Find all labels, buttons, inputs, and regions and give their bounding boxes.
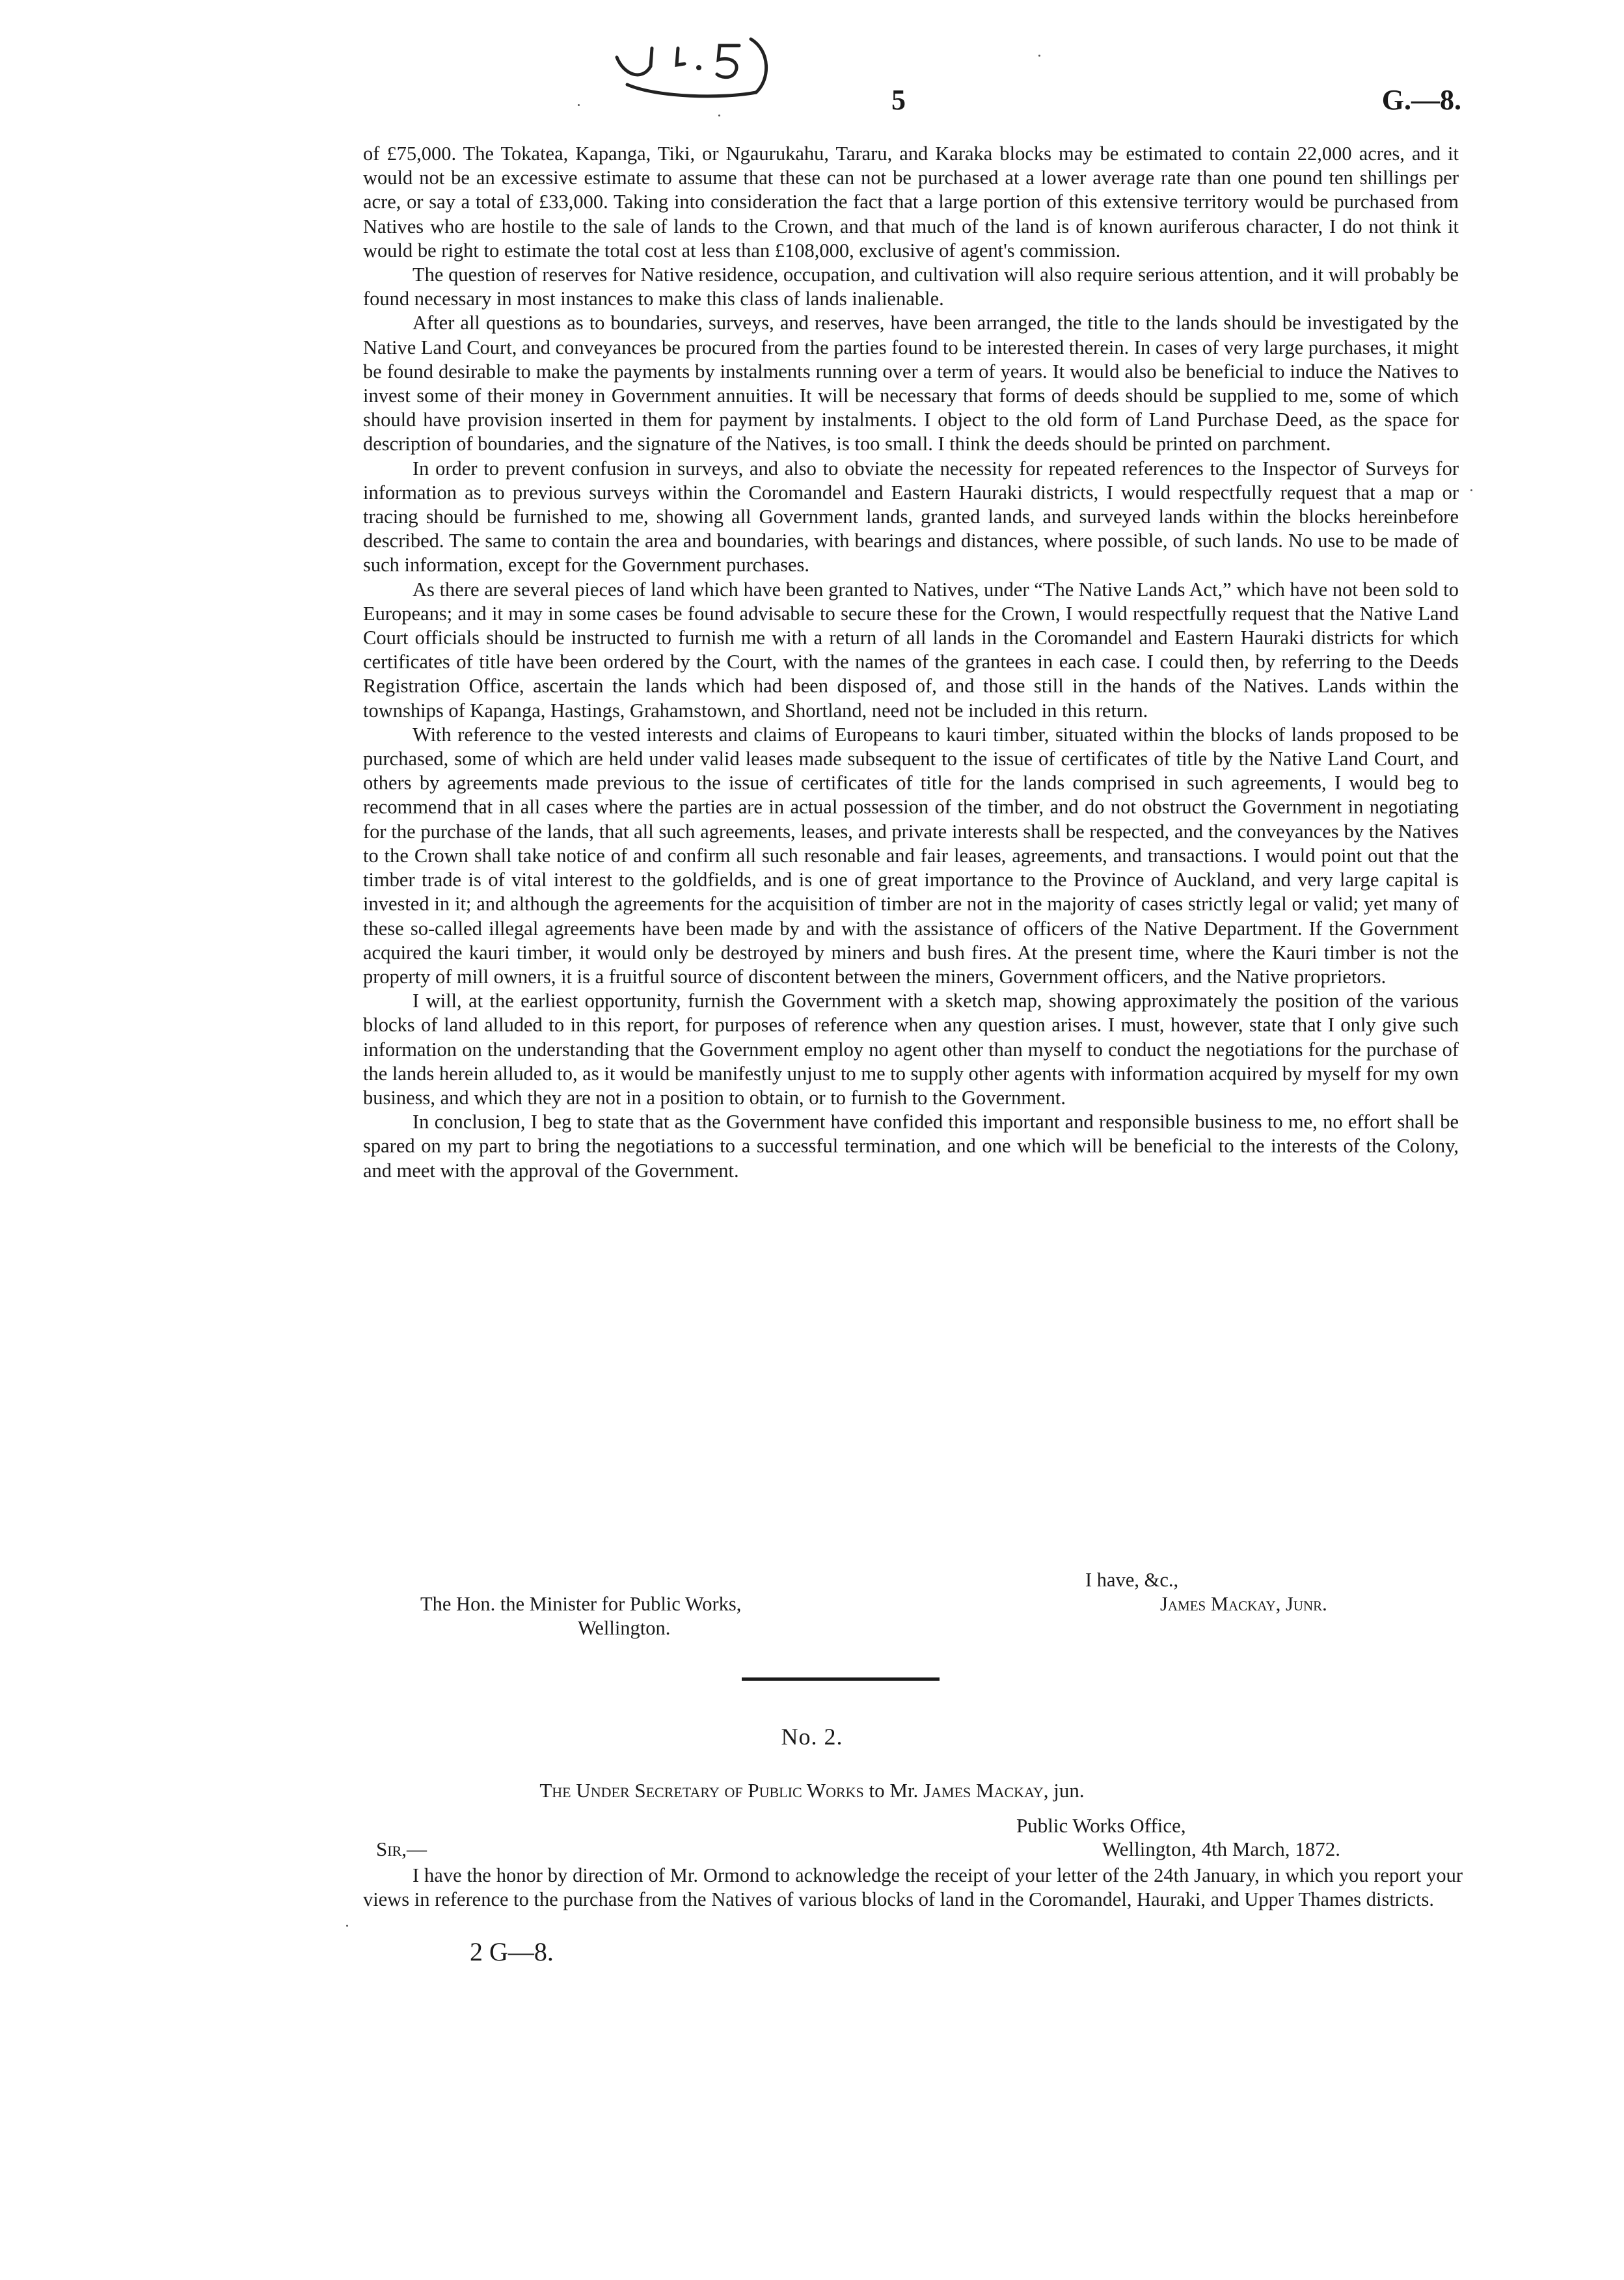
scan-speck [578, 104, 580, 106]
paragraph: With reference to the vested interests and claims of Europeans to kauri timber, situated within the blocks of lands proposed to be purchased, some of which are held under valid leases made subsequent to the issue of certificates of title by the Native Land Court, and others by agreements made previous to the issue of certificates of title for the lands comprised in such agreements, I would beg to recommend that in all cases where the parties are in actual possession of the timber, and do not obstruct the Government in negotiating for the purchase of the lands, that all such agreements, leases, and private interests shall be respected, and the conveyances by the Natives to the Crown shall take notice of and confirm all such resonable and fair leases, agreements, and transactions. I would point out that the timber trade is of vital interest to the goldfields, and is one of great importance to the Province of Auckland, and very large capital is invested in it; and although the agreements for the acquisition of timber are not in the majority of cases strictly legal or valid; yet many of these so-called illegal agreements have been made by and with the assistance of officers of the Native Department. If the Government acquired the kauri timber, it would only be destroyed by miners and bush fires. At the present time, where the Kauri timber is not the property of mill owners, it is a fruitful source of discontent between the miners, Government officers, and the Native proprietors. [363, 723, 1459, 988]
document-reference: G.—8. [1381, 84, 1461, 116]
handwritten-annotation [612, 31, 787, 103]
paragraph: After all questions as to boundaries, surveys, and reserves, have been arranged, the title to the lands should be investigated by the Native Land Court, and conveyances be procured from the parties found to be interested therein. In cases of very large purchases, it might be found desirable to make the payments by instalments running over a term of years. It would also be beneficial to induce the Natives to invest some of their money in Government annuities. It will be necessary that forms of deeds should be supplied to me, some of which should have provision inserted in them for payment by instalments. I object to the old form of Land Purchase Deed, as the space for description of boundaries, and the signature of the Natives, is too small. I think the deeds should be printed on parchment. [363, 312, 1459, 455]
heading-sender: The Under Secretary of Public Works [539, 1779, 864, 1802]
letter-number: No. 2. [781, 1724, 843, 1750]
paragraph: I will, at the earliest opportunity, furnish the Government with a sketch map, showing approximately the position of the various blocks of land alluded to in this report, for purposes of reference when any question arises. I must, however, state that I only give such information on the understanding that the Government employ no agent other than myself to conduct the negotiations for the purchase of the lands herein alluded to, as it would be manifestly unjust to me to supply other agents with information acquired by myself for my own business, and which they are not in a position to obtain, or to furnish to the Government. [363, 990, 1459, 1109]
office-address-line-1: Public Works Office, [1016, 1814, 1186, 1837]
office-address-date: Wellington, 4th March, 1872. [1102, 1838, 1341, 1860]
scan-speck [718, 115, 720, 116]
salutation: Sir,— [376, 1838, 427, 1860]
letter-2-body: I have the honor by direction of Mr. Ormond to acknowledge the receipt of your letter of the 24th January, in which you report your views in reference to the purchase from the Natives of various blocks of land in the Coromandel, Hauraki, and Upper Thames districts. [363, 1864, 1463, 1911]
letter-body-text [363, 142, 1459, 1183]
signer-name: James Mackay, Junr. [1160, 1593, 1327, 1615]
section-divider [742, 1677, 940, 1681]
paragraph: In order to prevent confusion in surveys, and also to obviate the necessity for repeated references to the Inspector of Surveys for information as to previous surveys within the Coromandel and Eastern Hauraki districts, I would respectfully request that a map or tracing should be furnished to me, showing all Government lands, granted lands, and surveyed lands within the blocks hereinbefore described. The same to contain the area and boundaries, with bearings and distances, where possible, of such lands. No use to be made of such information, except for the Government purchases. [363, 457, 1459, 577]
paragraph: In conclusion, I beg to state that as the Government have confided this important and responsible business to me, no effort shall be spared on my part to bring the negotiations to a successful termination, and one which will be beneficial to the interests of the Colony, and meet with the approval of the Government. [363, 1111, 1459, 1182]
heading-suffix: , jun. [1043, 1779, 1085, 1802]
sheet-signature-reference: 2 G—8. [470, 1937, 554, 1966]
page-number: 5 [891, 84, 906, 116]
letter-heading [0, 1779, 1624, 1802]
paragraph: As there are several pieces of land which have been granted to Natives, under “The Native Lands Act,” which have not been sold to Europeans; and it may in some cases be found advisable to secure these for the Crown, I would respectfully request that the Native Land Court officials should be instructed to furnish me with a return of all lands in the Coromandel and Eastern Hauraki districts for which certificates of title have been ordered by the Court, with the names of the grantees in each case. I could then, by referring to the Deeds Registration Office, ascertain the lands which had been disposed of, and those still in the hands of the Natives. Lands within the townships of Kapanga, Hastings, Grahamstown, and Shortland, need not be included in this return. [363, 578, 1459, 722]
paragraph: The question of reserves for Native residence, occupation, and cultivation will also require serious attention, and it will probably be found necessary in most instances to make this class of lands inalienable. [363, 264, 1459, 310]
scan-speck [346, 1925, 348, 1927]
heading-connector: to Mr. [863, 1779, 924, 1802]
closing-line: I have, &c., [1085, 1569, 1179, 1591]
scan-speck [1470, 489, 1472, 491]
paragraph: of £75,000. The Tokatea, Kapanga, Tiki, or Ngaurukahu, Tararu, and Karaka blocks may be estimated to contain 22,000 acres, and it would not be an excessive estimate to assume that these can not be purchased at a lower average rate than one pound ten shillings per acre, or say a total of £33,000. Taking into consideration the fact that a large portion of this extensive territory would be purchased from Natives who are hostile to the sale of lands to the Crown, and that much of the land is of known auriferous character, I do not think it would be right to estimate the total cost at less than £108,000, exclusive of agent's commission. [363, 142, 1459, 262]
recipient-line: The Hon. the Minister for Public Works, [420, 1593, 742, 1615]
heading-recipient: James Mackay [923, 1779, 1044, 1802]
signature-block [363, 1568, 1459, 1653]
scan-speck [1038, 55, 1040, 57]
recipient-place: Wellington. [578, 1617, 671, 1639]
